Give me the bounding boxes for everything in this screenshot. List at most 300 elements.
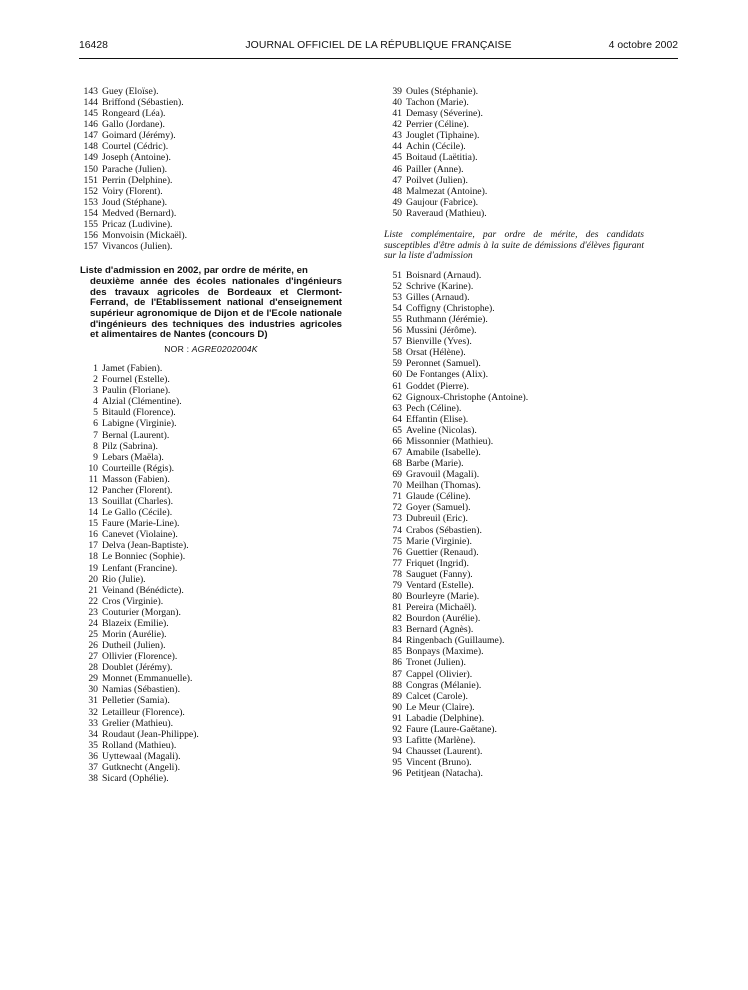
candidate-name: Masson (Fabien). [102, 473, 170, 485]
list-item [80, 374, 342, 385]
list-item [384, 480, 646, 491]
list-item [384, 336, 646, 347]
rank-number: 64 [392, 413, 402, 425]
list-item [384, 403, 646, 414]
rank-number: 53 [392, 291, 402, 303]
candidate-name: Paulin (Floriane). [102, 385, 171, 397]
list-item [80, 485, 342, 496]
candidate-name: Missonnier (Mathieu). [406, 435, 494, 447]
rank-number: 2 [93, 374, 98, 386]
rank-number: 8 [93, 440, 98, 452]
rank-number: 57 [392, 336, 402, 348]
candidate-name: Couturier (Morgan). [102, 606, 181, 618]
rank-number: 45 [392, 152, 402, 164]
rank-number: 24 [88, 617, 98, 629]
list-item [384, 425, 646, 436]
rank-number: 11 [88, 473, 98, 485]
nor-code: AGRE0202004K [191, 344, 258, 355]
rank-number: 70 [392, 480, 402, 492]
publication-date: 4 octobre 2002 [608, 40, 678, 51]
list-item [384, 86, 646, 97]
candidate-name: Letailleur (Florence). [102, 706, 185, 718]
list-item [80, 474, 342, 485]
list-item [384, 325, 646, 336]
rank-number: 87 [392, 668, 402, 680]
continued-admission-list [80, 86, 342, 252]
rank-number: 50 [392, 207, 402, 219]
list-item [80, 607, 342, 618]
rank-number: 42 [392, 119, 402, 131]
rank-number: 152 [83, 185, 98, 197]
candidate-name: Gallo (Jordane). [102, 119, 165, 131]
rank-number: 44 [392, 141, 402, 153]
list-item [384, 536, 646, 547]
candidate-name: Mussini (Jérôme). [406, 325, 477, 337]
rank-number: 52 [392, 280, 402, 292]
list-item [384, 646, 646, 657]
rank-number: 15 [88, 518, 98, 530]
list-item [80, 418, 342, 429]
list-item [384, 502, 646, 513]
candidate-name: Pilz (Sabrina). [102, 440, 158, 452]
rank-number: 48 [392, 185, 402, 197]
list-item [384, 525, 646, 536]
candidate-name: Le Meur (Claire). [406, 701, 475, 713]
candidate-name: Canevet (Violaine). [102, 529, 178, 541]
candidate-name: Faure (Marie-Line). [102, 518, 180, 530]
rank-number: 25 [88, 628, 98, 640]
candidate-name: Parache (Julien). [102, 163, 168, 175]
rank-number: 26 [88, 640, 98, 652]
rank-number: 17 [88, 540, 98, 552]
rank-number: 19 [88, 562, 98, 574]
candidate-name: Ringenbach (Guillaume). [406, 635, 505, 647]
rank-number: 74 [392, 524, 402, 536]
candidate-name: Briffond (Sébastien). [102, 97, 184, 109]
list-item [384, 358, 646, 369]
candidate-name: Effantin (Elise). [406, 413, 469, 425]
list-item [384, 208, 646, 219]
list-item [384, 513, 646, 524]
list-item [384, 558, 646, 569]
rank-number: 144 [83, 97, 98, 109]
page-number: 16428 [79, 40, 108, 51]
list-item [384, 369, 646, 380]
list-item [80, 164, 342, 175]
rank-number: 91 [392, 712, 402, 724]
candidate-name: Aveline (Nicolas). [406, 424, 477, 436]
list-item [80, 574, 342, 585]
candidate-name: Le Bonniec (Sophie). [102, 551, 186, 563]
candidate-name: Calcet (Carole). [406, 690, 468, 702]
list-item [80, 751, 342, 762]
rank-number: 93 [392, 735, 402, 746]
list-item [384, 175, 646, 186]
rank-number: 96 [392, 768, 402, 780]
list-item [384, 436, 646, 447]
list-item [384, 602, 646, 613]
rank-number: 40 [392, 97, 402, 109]
candidate-name: Morin (Aurélie). [102, 628, 167, 640]
list-item [384, 746, 646, 757]
admission-list [80, 363, 342, 784]
list-item [384, 735, 646, 746]
candidate-name: Monnet (Emmanuelle). [102, 673, 193, 685]
list-item [384, 669, 646, 680]
rank-number: 38 [88, 772, 98, 784]
candidate-name: Ollivier (Florence). [102, 651, 178, 663]
rank-number: 22 [88, 595, 98, 607]
candidate-name: Goyer (Samuel). [406, 502, 471, 514]
rank-number: 148 [83, 141, 98, 153]
page-header [79, 40, 678, 54]
candidate-name: Meilhan (Thomas). [406, 480, 481, 492]
candidate-name: Labadie (Delphine). [406, 712, 485, 724]
rank-number: 67 [392, 446, 402, 458]
list-item [80, 629, 342, 640]
list-item [384, 119, 646, 130]
candidate-name: Peronnet (Samuel). [406, 358, 481, 370]
heading-rest: deuxième année des écoles nationales d'ingénieurs des travaux agricoles de Bordeaux et Clermont-Ferrand, de l'Etablissement national d'enseignement supérieur agronomique de Dijon et de l'Ecole nationale d'ingénieurs des techniques des industries agricoles et alimentaires de Nantes (concours D) [90, 275, 342, 341]
rank-number: 23 [88, 606, 98, 618]
candidate-name: Congras (Mélanie). [406, 679, 482, 691]
candidate-name: Dutheil (Julien). [102, 640, 166, 652]
rank-number: 95 [392, 757, 402, 769]
candidate-name: Bourdon (Aurélie). [406, 613, 481, 625]
list-item [384, 292, 646, 303]
candidate-name: Fournel (Estelle). [102, 374, 170, 386]
rank-number: 73 [392, 513, 402, 525]
rank-number: 155 [83, 218, 98, 230]
list-item [384, 130, 646, 141]
rank-number: 80 [392, 590, 402, 602]
candidate-name: Oules (Stéphanie). [406, 86, 479, 97]
rank-number: 149 [83, 152, 98, 164]
rank-number: 5 [93, 407, 98, 419]
candidate-name: Petitjean (Natacha). [406, 768, 483, 780]
candidate-name: Medved (Bernard). [102, 207, 177, 219]
candidate-name: Ruthmann (Jérémie). [406, 314, 488, 326]
candidate-name: Blazeix (Emilie). [102, 617, 169, 629]
rank-number: 51 [392, 269, 402, 281]
list-item [80, 363, 342, 374]
candidate-name: Ventard (Estelle). [406, 579, 474, 591]
rank-number: 90 [392, 701, 402, 713]
candidate-name: Voiry (Florent). [102, 185, 163, 197]
list-item [384, 569, 646, 580]
candidate-name: Coffigny (Christophe). [406, 302, 495, 314]
list-item [80, 108, 342, 119]
candidate-name: Demasy (Séverine). [406, 108, 483, 120]
list-item [384, 702, 646, 713]
rank-number: 49 [392, 196, 402, 208]
rank-number: 6 [93, 418, 98, 430]
nor-label: NOR : [164, 344, 190, 355]
candidate-name: Bienville (Yves). [406, 336, 472, 348]
list-item [80, 740, 342, 751]
list-item [384, 591, 646, 602]
list-item [384, 270, 646, 281]
candidate-name: Pelletier (Samia). [102, 695, 170, 707]
candidate-name: Pereira (Michaël). [406, 602, 477, 614]
rank-number: 32 [88, 706, 98, 718]
list-item [80, 463, 342, 474]
rank-number: 89 [392, 690, 402, 702]
list-item [80, 219, 342, 230]
rank-number: 65 [392, 424, 402, 436]
candidate-name: Gaujour (Fabrice). [406, 196, 479, 208]
rank-number: 20 [88, 573, 98, 585]
list-item [384, 97, 646, 108]
list-item [80, 507, 342, 518]
candidate-name: Friquet (Ingrid). [406, 557, 469, 569]
list-item [384, 613, 646, 624]
candidate-name: Gravouil (Magali). [406, 469, 480, 481]
rank-number: 85 [392, 646, 402, 658]
left-column [80, 86, 342, 784]
candidate-name: Uyttewaal (Magali). [102, 750, 181, 762]
list-item [80, 695, 342, 706]
list-item [80, 551, 342, 562]
rank-number: 76 [392, 546, 402, 558]
list-item [384, 624, 646, 635]
rank-number: 58 [392, 347, 402, 359]
candidate-name: Lenfant (Francine). [102, 562, 178, 574]
candidate-name: Achin (Cécile). [406, 141, 466, 153]
candidate-name: Roudaut (Jean-Philippe). [102, 728, 199, 740]
list-item [384, 303, 646, 314]
candidate-name: Goimard (Jérémy). [102, 130, 176, 142]
candidate-name: Malmezat (Antoine). [406, 185, 488, 197]
list-item [80, 518, 342, 529]
list-item [384, 458, 646, 469]
rank-number: 145 [83, 108, 98, 120]
rank-number: 77 [392, 557, 402, 569]
candidate-name: Pancher (Florent). [102, 484, 173, 496]
candidate-name: Orsat (Hélène). [406, 347, 466, 359]
candidate-name: Souillat (Charles). [102, 496, 174, 508]
candidate-name: Joseph (Antoine). [102, 152, 171, 164]
candidate-name: Boitaud (Laëtitia). [406, 152, 478, 164]
list-item [384, 108, 646, 119]
list-item [384, 347, 646, 358]
list-item [80, 86, 342, 97]
candidate-name: Bernard (Agnès). [406, 624, 474, 636]
candidate-name: Marie (Virginie). [406, 535, 472, 547]
rank-number: 146 [83, 119, 98, 131]
journal-title: JOURNAL OFFICIEL DE LA RÉPUBLIQUE FRANÇAISE [245, 40, 512, 51]
rank-number: 88 [392, 679, 402, 691]
nor-reference [80, 344, 342, 354]
candidate-name: Guey (Eloïse). [102, 86, 159, 97]
candidate-name: Veinand (Bénédicte). [102, 584, 184, 596]
rank-number: 60 [392, 369, 402, 381]
candidate-name: Amabile (Isabelle). [406, 446, 481, 458]
candidate-name: De Fontanges (Alix). [406, 369, 489, 381]
list-item [384, 381, 646, 392]
rank-number: 29 [88, 673, 98, 685]
candidate-name: Dubreuil (Eric). [406, 513, 468, 525]
rank-number: 1 [93, 363, 98, 375]
rank-number: 75 [392, 535, 402, 547]
candidate-name: Namias (Sébastien). [102, 684, 181, 696]
candidate-name: Goddet (Pierre). [406, 380, 469, 392]
rank-number: 154 [83, 207, 98, 219]
list-item [384, 768, 646, 779]
supplementary-list [384, 270, 646, 780]
rank-number: 151 [83, 174, 98, 186]
list-item [384, 197, 646, 208]
candidate-name: Rongeard (Léa). [102, 108, 166, 120]
rank-number: 86 [392, 657, 402, 669]
rank-number: 66 [392, 435, 402, 447]
candidate-name: Raveraud (Mathieu). [406, 207, 487, 219]
candidate-name: Gignoux-Christophe (Antoine). [406, 391, 529, 403]
candidate-name: Cappel (Olivier). [406, 668, 473, 680]
list-item [384, 447, 646, 458]
rank-number: 68 [392, 458, 402, 470]
list-item [384, 281, 646, 292]
candidate-name: Pailler (Anne). [406, 163, 464, 175]
list-item [384, 713, 646, 724]
rank-number: 63 [392, 402, 402, 414]
list-item [80, 496, 342, 507]
right-column [384, 86, 646, 779]
candidate-name: Tachon (Marie). [406, 97, 469, 109]
rank-number: 35 [88, 739, 98, 751]
rank-number: 30 [88, 684, 98, 696]
list-item [80, 662, 342, 673]
candidate-name: Perrier (Céline). [406, 119, 469, 131]
rank-number: 13 [88, 496, 98, 508]
list-item [80, 241, 342, 252]
candidate-name: Courteille (Régis). [102, 462, 175, 474]
list-item [384, 657, 646, 668]
rank-number: 147 [83, 130, 98, 142]
rank-number: 81 [392, 602, 402, 614]
continued-admission-list-right [384, 86, 646, 219]
candidate-name: Sauguet (Fanny). [406, 568, 473, 580]
list-item [80, 230, 342, 241]
candidate-name: Joud (Stéphane). [102, 196, 168, 208]
list-item [384, 152, 646, 163]
candidate-name: Vivancos (Julien). [102, 241, 173, 253]
list-item [384, 547, 646, 558]
candidate-name: Faure (Laure-Gaëtane). [406, 723, 497, 735]
candidate-name: Gutknecht (Angeli). [102, 761, 181, 773]
candidate-name: Lafitte (Marlène). [406, 735, 476, 746]
candidate-name: Alzial (Clémentine). [102, 396, 182, 408]
rank-number: 7 [93, 429, 98, 441]
list-item [80, 152, 342, 163]
list-item [384, 392, 646, 403]
candidate-name: Monvoisin (Mickaël). [102, 230, 188, 242]
candidate-name: Gilles (Arnaud). [406, 291, 470, 303]
rank-number: 69 [392, 469, 402, 481]
rank-number: 47 [392, 174, 402, 186]
list-item [384, 757, 646, 768]
candidate-name: Courtel (Cédric). [102, 141, 169, 153]
candidate-name: Rio (Julie). [102, 573, 146, 585]
header-rule [79, 58, 678, 59]
list-item [80, 97, 342, 108]
candidate-name: Grelier (Mathieu). [102, 717, 174, 729]
list-item [80, 119, 342, 130]
candidate-name: Le Gallo (Cécile). [102, 507, 173, 519]
candidate-name: Bitauld (Florence). [102, 407, 176, 419]
list-item [80, 585, 342, 596]
list-item [80, 175, 342, 186]
candidate-name: Jouglet (Tiphaine). [406, 130, 480, 142]
rank-number: 78 [392, 568, 402, 580]
rank-number: 12 [88, 484, 98, 496]
list-item [80, 762, 342, 773]
list-item [80, 141, 342, 152]
rank-number: 37 [88, 761, 98, 773]
supplementary-list-heading: Liste complémentaire, par ordre de mérite, des candidats susceptibles d'être admis à la suite de démissions d'élèves figurant sur la liste d'admission [384, 228, 644, 262]
candidate-name: Sicard (Ophélie). [102, 772, 169, 784]
list-item [384, 186, 646, 197]
rank-number: 54 [392, 302, 402, 314]
candidate-name: Perrin (Delphine). [102, 174, 173, 186]
list-item [80, 186, 342, 197]
list-item [80, 385, 342, 396]
rank-number: 27 [88, 651, 98, 663]
rank-number: 21 [88, 584, 98, 596]
rank-number: 157 [83, 241, 98, 253]
rank-number: 82 [392, 613, 402, 625]
list-item [80, 673, 342, 684]
list-item [384, 580, 646, 591]
list-item [384, 414, 646, 425]
list-item [80, 396, 342, 407]
rank-number: 34 [88, 728, 98, 740]
list-item [80, 529, 342, 540]
rank-number: 36 [88, 750, 98, 762]
candidate-name: Bonpays (Maxime). [406, 646, 484, 658]
rank-number: 43 [392, 130, 402, 142]
rank-number: 56 [392, 325, 402, 337]
candidate-name: Glaude (Céline). [406, 491, 471, 503]
list-item [384, 724, 646, 735]
rank-number: 94 [392, 746, 402, 758]
list-item [80, 208, 342, 219]
rank-number: 4 [93, 396, 98, 408]
list-item [384, 680, 646, 691]
rank-number: 62 [392, 391, 402, 403]
rank-number: 28 [88, 662, 98, 674]
rank-number: 84 [392, 635, 402, 647]
rank-number: 61 [392, 380, 402, 392]
candidate-name: Cros (Virginie). [102, 595, 164, 607]
candidate-name: Guettier (Renaud). [406, 546, 479, 558]
rank-number: 71 [392, 491, 402, 503]
candidate-name: Barbe (Marie). [406, 458, 464, 470]
rank-number: 14 [88, 507, 98, 519]
candidate-name: Bernal (Laurent). [102, 429, 170, 441]
list-item [80, 430, 342, 441]
rank-number: 9 [93, 451, 98, 463]
list-item [80, 707, 342, 718]
rank-number: 150 [83, 163, 98, 175]
rank-number: 18 [88, 551, 98, 563]
candidate-name: Schrive (Karine). [406, 280, 474, 292]
candidate-name: Tronet (Julien). [406, 657, 466, 669]
candidate-name: Chausset (Laurent). [406, 746, 483, 758]
rank-number: 79 [392, 579, 402, 591]
list-item [80, 618, 342, 629]
candidate-name: Jamet (Fabien). [102, 363, 163, 375]
